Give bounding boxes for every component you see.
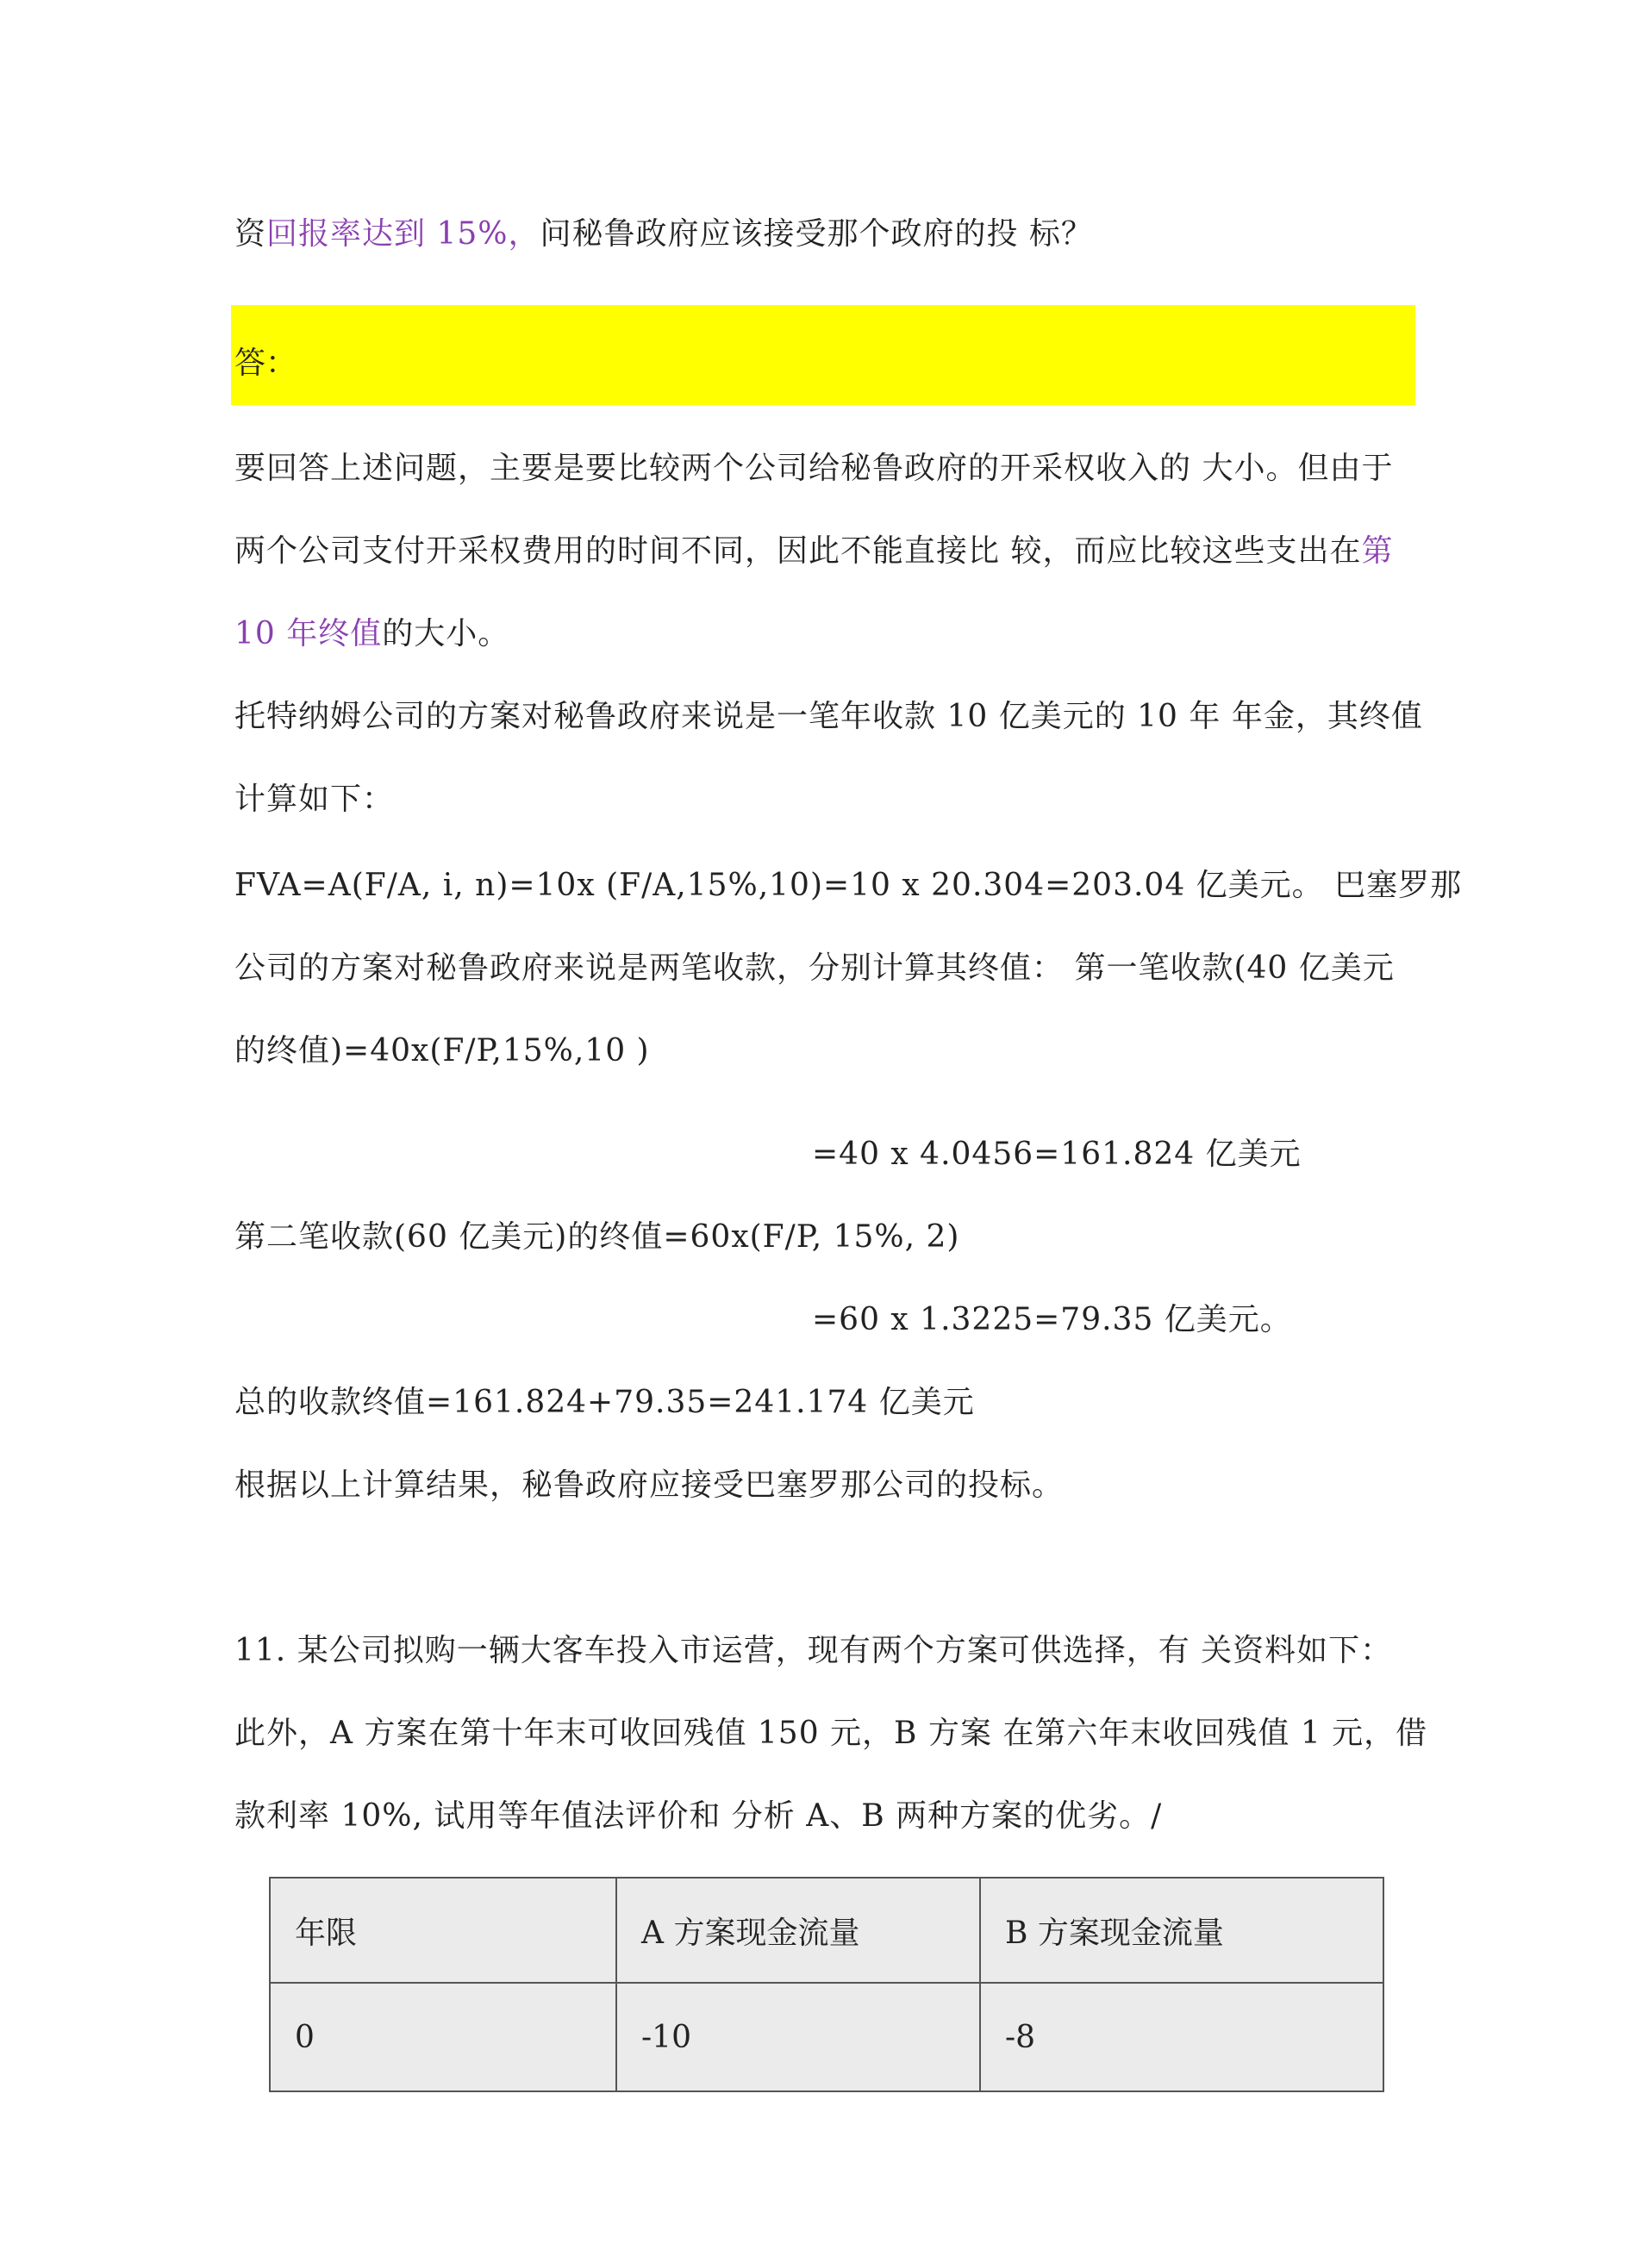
answer-label: 答： [234, 346, 297, 381]
question-prefix: 资 [234, 216, 267, 252]
formula-line: 第二笔收款(60 亿美元)的终值=60x(F/P, 15%, 2) [234, 1219, 960, 1255]
paragraph-line: 托特纳姆公司的方案对秘鲁政府来说是一笔年收款 10 亿美元的 10 年 年金，其终值 [234, 699, 1423, 734]
calculation-line: =60 x 1.3225=79.35 亿美元。 [812, 1302, 1292, 1337]
table-header-row [270, 1878, 1383, 1983]
table-header-cell: 年限 [270, 1878, 616, 1983]
paragraph-text: 的大小。 [382, 616, 510, 651]
paragraph-line [234, 531, 1393, 572]
cash-flow-table-container [259, 1870, 1396, 2097]
formula-line: 的终值)=40x(F/P,15%,10 ) [234, 1033, 650, 1069]
paragraph-line [234, 614, 509, 655]
formula-line: FVA=A(F/A, i, n)=10x (F/A,15%,10)=10 x 20.304=203.04 亿美元。 巴塞罗那 [234, 868, 1463, 903]
paragraph-text: 两个公司支付开采权费用的时间不同，因此不能直接比 较，而应比较这些支出在 [234, 533, 1362, 569]
problem-11-line: 款利率 10%, 试用等年值法评价和 分析 A、B 两种方案的优劣。/ [234, 1798, 1163, 1834]
purple-text: 10 年终值 [234, 616, 383, 651]
table-header-cell: B 方案现金流量 [980, 1878, 1383, 1983]
answer-highlight-bar [231, 305, 1415, 405]
return-rate-highlight: 回报率达到 15%， [266, 216, 540, 252]
paragraph-line: 计算如下： [234, 782, 395, 817]
problem-11-line: 11. 某公司拟购一辆大客车投入市运营，现有两个方案可供选择，有 关资料如下： [234, 1633, 1393, 1668]
question-text: 问秘鲁政府应该接受那个政府的投 标？ [540, 216, 1093, 252]
cash-flow-table [269, 1877, 1384, 2092]
table-cell: -10 [616, 1983, 980, 2091]
table-header-cell: A 方案现金流量 [616, 1878, 980, 1983]
conclusion-line: 根据以上计算结果，秘鲁政府应接受巴塞罗那公司的投标。 [234, 1467, 1065, 1503]
paragraph-line: 公司的方案对秘鲁政府来说是两笔收款，分别计算其终值： 第一笔收款(40 亿美元 [234, 950, 1395, 986]
calculation-line: =40 x 4.0456=161.824 亿美元 [812, 1137, 1302, 1172]
table-cell: 0 [270, 1983, 616, 2091]
problem-11-line: 此外，A 方案在第十年末可收回残值 150 元，B 方案 在第六年末收回残值 1 元，借 [234, 1716, 1428, 1751]
question-tail-line [234, 214, 1093, 255]
table-cell: -8 [980, 1983, 1383, 2091]
table-row [270, 1983, 1383, 2091]
purple-text: 第 [1361, 533, 1394, 569]
total-line: 总的收款终值=161.824+79.35=241.174 亿美元 [234, 1385, 975, 1420]
paragraph-line: 要回答上述问题，主要是要比较两个公司给秘鲁政府的开采权收入的 大小。但由于 [234, 451, 1394, 486]
